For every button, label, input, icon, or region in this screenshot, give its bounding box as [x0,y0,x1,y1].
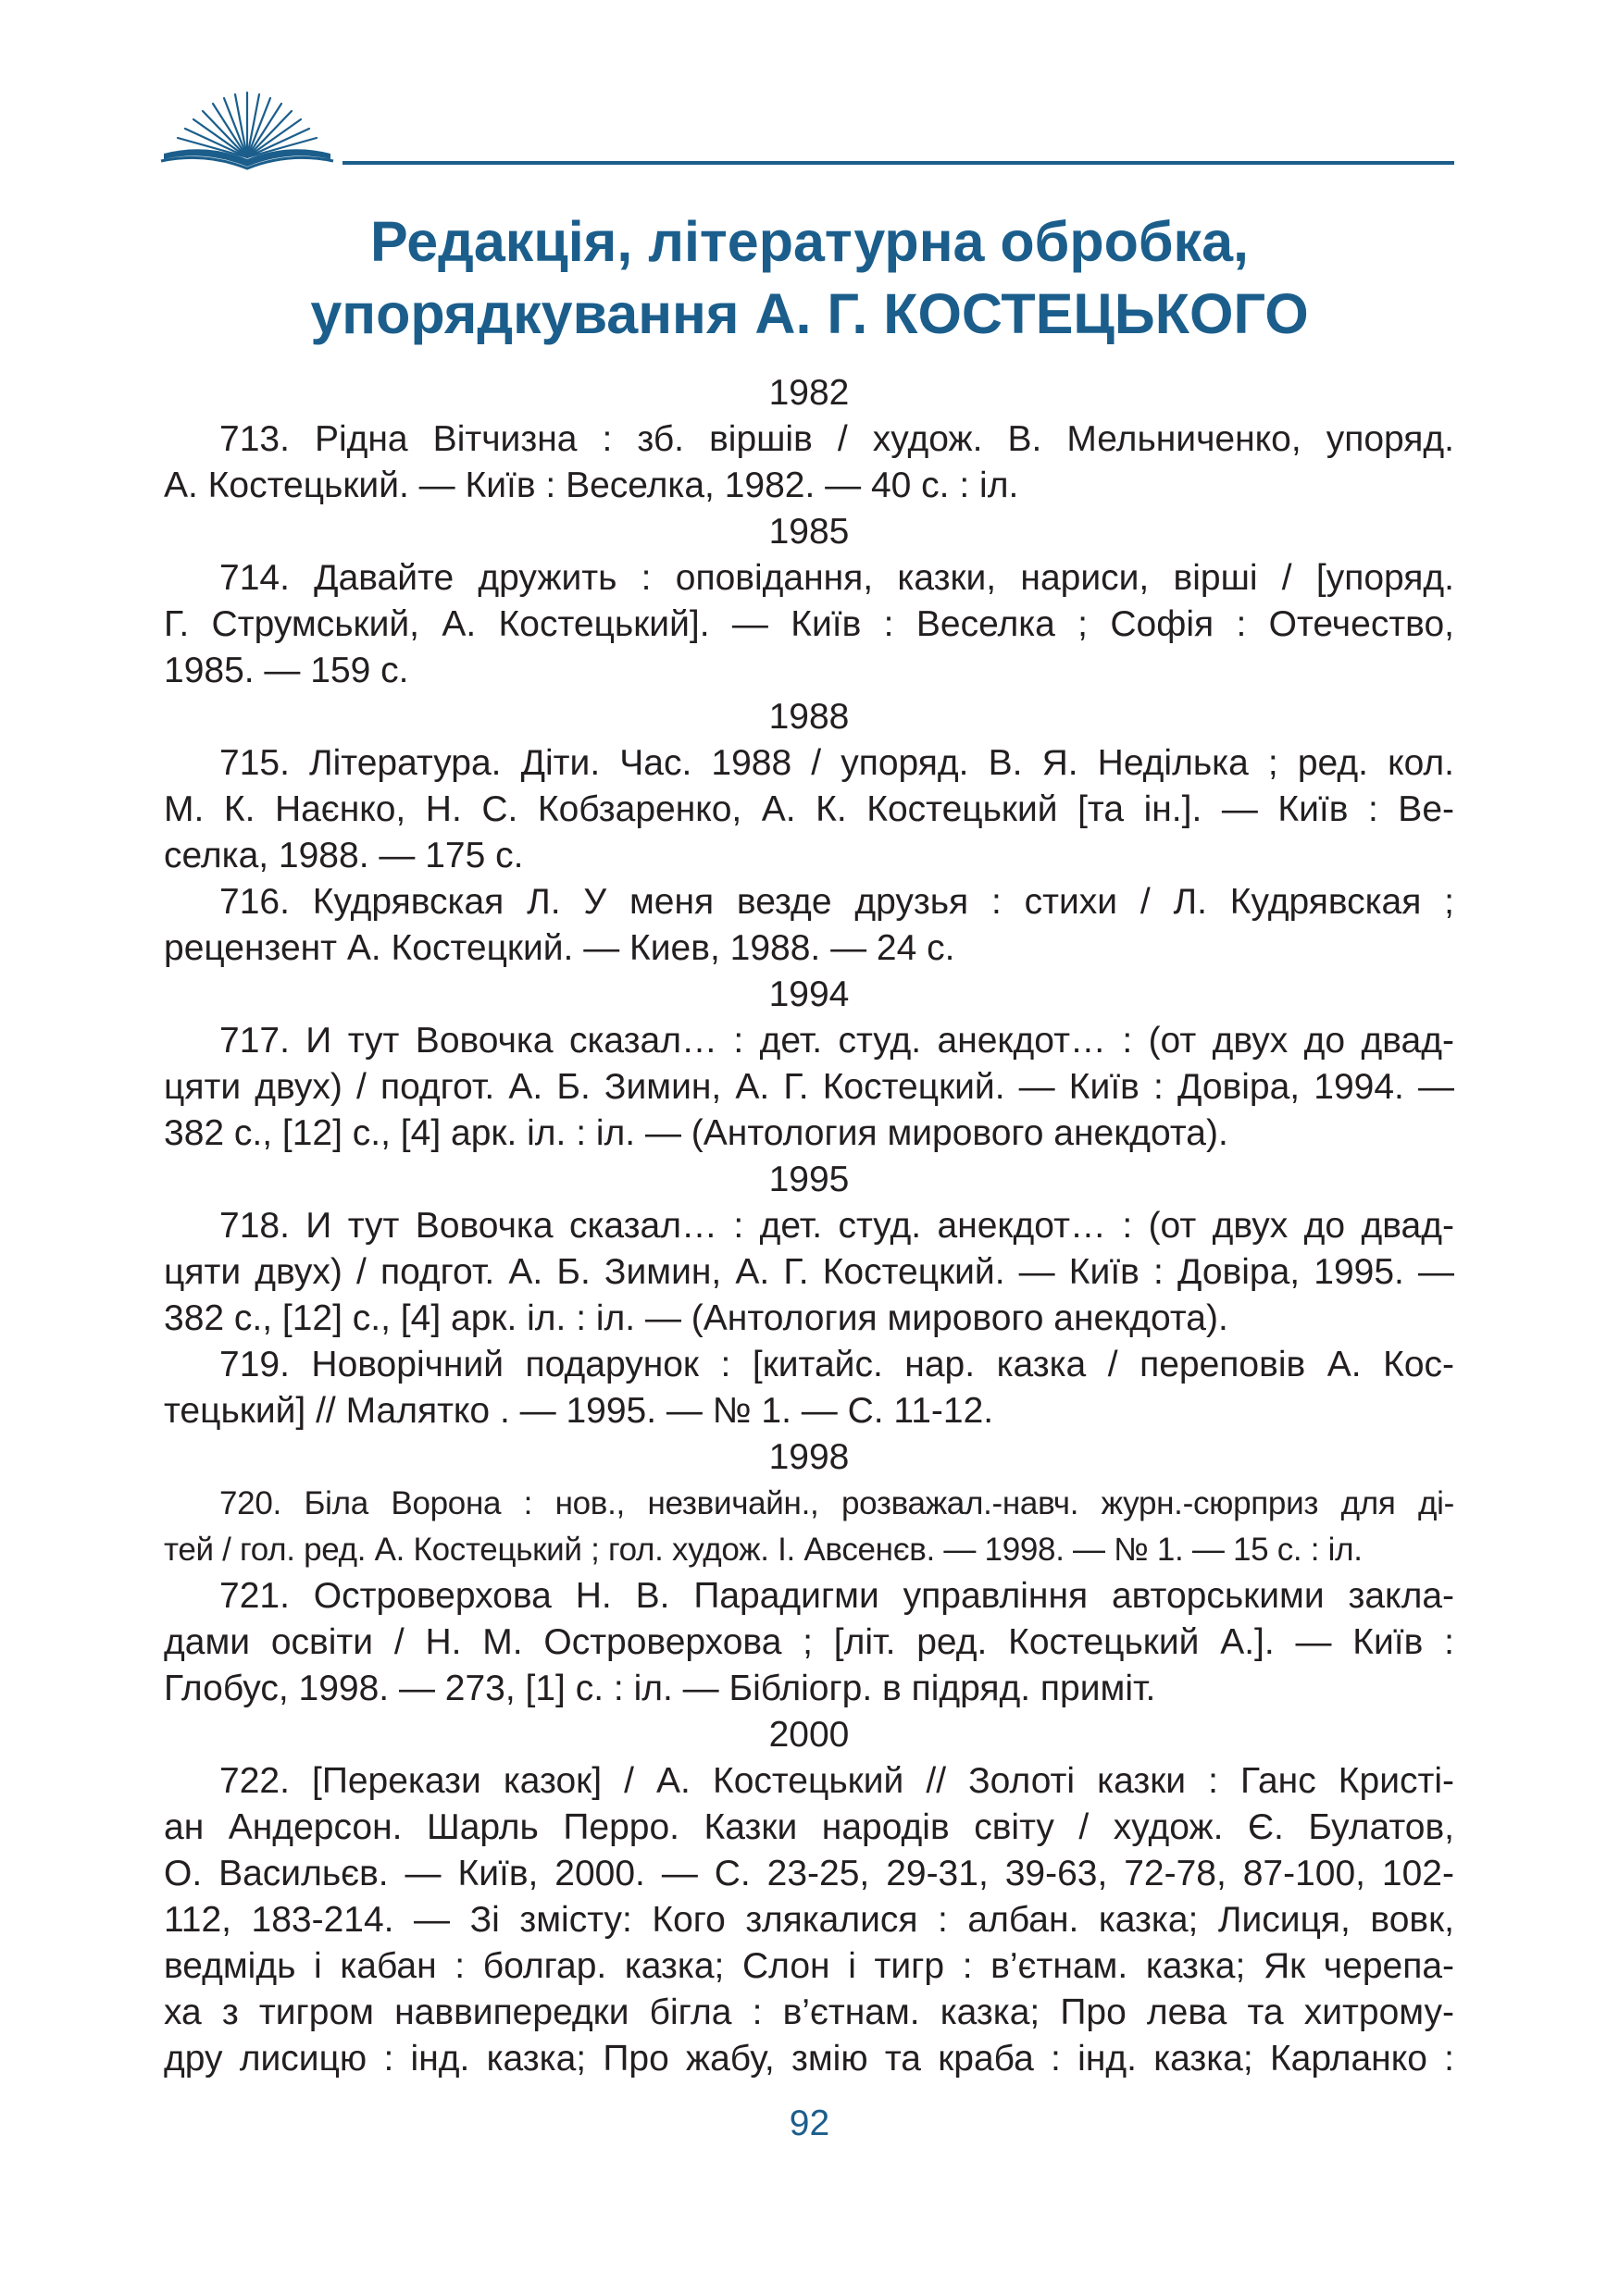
bibliography-list [164,370,1454,2082]
year-heading: 1985 [768,512,850,552]
entry-line: 713. Рідна Вітчизна : зб. віршів / худож. В. Мельниченко, упоряд. [219,419,1454,459]
entry-line: А. Костецький. — Київ : Веселка, 1982. — 40 с. : іл. [164,465,1019,505]
entry-line: ха з тигром наввипередки бігла : в’єтнам. казка; Про лева та хитрому- [164,1992,1454,2032]
year-heading: 1988 [768,697,850,737]
entry-line: ан Андерсон. Шарль Перро. Казки народів світу / худож. Є. Булатов, [164,1807,1454,1847]
entry-line: 1985. — 159 с. [164,651,409,690]
bibliography-entry [164,1342,1454,1434]
title-line-2: упорядкування А. Г. КОСТЕЦЬКОГО [310,282,1309,345]
entry-line: 721. Островерхова Н. В. Парадигми управління авторськими закла- [219,1576,1454,1616]
title-line-1: Редакція, літературна обробка, [370,210,1249,273]
entry-line: 112, 183-214. — Зі змісту: Кого злякалися : албан. казка; Лисиця, вовк, [164,1900,1454,1940]
entry-line: 719. Новорічний подарунок : [китайс. нар. казка / переповів А. Кос- [219,1345,1454,1384]
bibliography-entry [164,1758,1454,2082]
entry-line: 722. [Перекази казок] / А. Костецький // Золоті казки : Ганс Кристі- [219,1761,1454,1801]
page-title [139,205,1480,350]
bibliography-entry [164,1203,1454,1342]
entry-line: селка, 1988. — 175 с. [164,836,524,875]
open-book-icon [159,85,335,173]
entry-line: 382 с., [12] с., [4] арк. іл. : іл. — (Антология мирового анекдота). [164,1298,1228,1338]
entry-line: рецензент А. Костецкий. — Киев, 1988. — 24 с. [164,928,955,968]
bibliography-entry [164,740,1454,879]
entry-line: тецький] // Малятко . — 1995. — № 1. — С. 11-12. [164,1391,994,1431]
entry-line: 714. Давайте дружить : оповідання, казки, нариси, вірші / [упоряд. [219,558,1454,598]
header-rule [342,161,1454,165]
entry-line: 715. Література. Діти. Час. 1988 / упоряд. В. Я. Неділька ; ред. кол. [219,743,1454,783]
page-number: 92 [789,2104,830,2143]
bibliography-entry [164,1481,1454,1573]
entry-line: Г. Струмський, А. Костецький]. — Київ : Веселка ; Софія : Отечество, [164,604,1454,644]
bibliography-entry [164,1573,1454,1712]
bibliography-entry [164,879,1454,972]
entry-line: 720. Біла Ворона : нов., незвичайн., розважал.-навч. журн.-сюрприз для ді- [219,1485,1454,1521]
year-heading: 2000 [768,1715,850,1755]
entry-line: 717. И тут Вовочка сказал… : дет. студ. анекдот… : (от двух до двад- [219,1021,1454,1061]
entry-line: М. К. Наєнко, Н. С. Кобзаренко, А. К. Костецький [та ін.]. — Київ : Ве- [164,789,1454,829]
entry-line: дру лисицю : інд. казка; Про жабу, змію та краба : інд. казка; Карланко : [164,2039,1454,2079]
year-heading: 1994 [768,974,850,1014]
entry-line: тей / гол. ред. А. Костецький ; гол. худож. І. Авсенєв. — 1998. — № 1. — 15 с. : іл. [164,1532,1363,1568]
year-heading: 1982 [768,373,850,413]
entry-line: 718. И тут Вовочка сказал… : дет. студ. анекдот… : (от двух до двад- [219,1206,1454,1246]
entry-line: ведмідь і кабан : болгар. казка; Слон і тигр : в’єтнам. казка; Як черепа- [164,1946,1454,1986]
entry-line: дами освіти / Н. М. Островерхова ; [літ. ред. Костецький А.]. — Київ : [164,1622,1454,1662]
bibliography-entry [164,1018,1454,1157]
entry-line: Глобус, 1998. — 273, [1] с. : іл. — Бібліогр. в підряд. приміт. [164,1669,1156,1708]
entry-line: О. Васильєв. — Київ, 2000. — С. 23-25, 29-31, 39-63, 72-78, 87-100, 102- [164,1854,1454,1893]
entry-line: 382 с., [12] с., [4] арк. іл. : іл. — (Антология мирового анекдота). [164,1113,1228,1153]
entry-line: 716. Кудрявская Л. У меня везде друзья : стихи / Л. Кудрявская ; [219,882,1454,922]
entry-line: цяти двух) / подгот. А. Б. Зимин, А. Г. Костецкий. — Київ : Довіра, 1994. — [164,1067,1454,1107]
bibliography-entry [164,416,1454,509]
bibliography-entry [164,555,1454,694]
year-heading: 1998 [768,1437,850,1477]
year-heading: 1995 [768,1160,850,1199]
entry-line: цяти двух) / подгот. А. Б. Зимин, А. Г. Костецкий. — Київ : Довіра, 1995. — [164,1252,1454,1292]
